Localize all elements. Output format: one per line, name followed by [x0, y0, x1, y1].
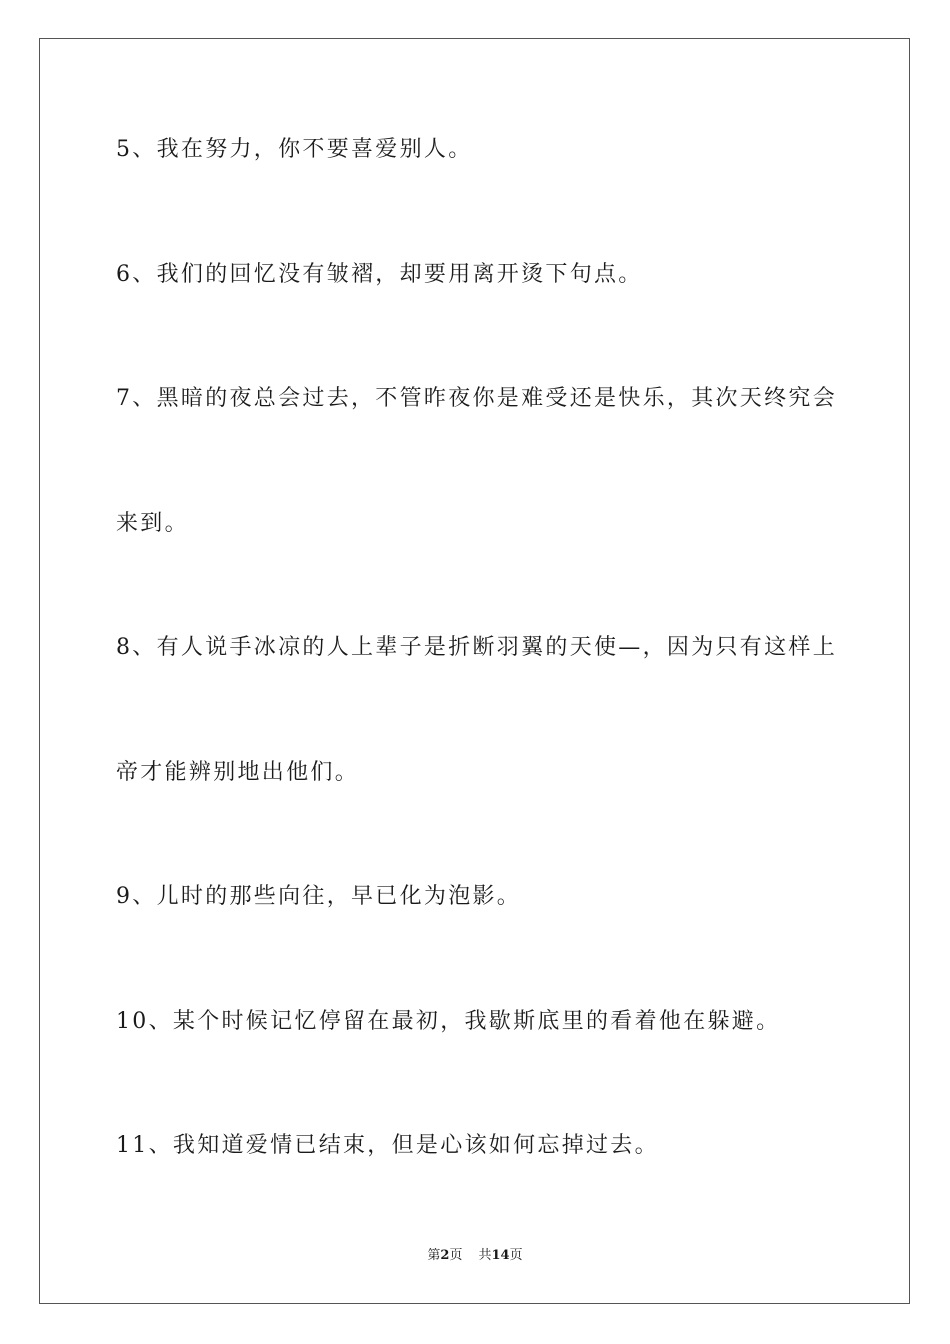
text-line-10: 10、某个时候记忆停留在最初，我歇斯底里的看着他在躲避。: [116, 1009, 781, 1034]
page-number: 2: [440, 1248, 450, 1263]
text-line-7-continued: 来到。: [116, 511, 189, 536]
text-line-8: 8、有人说手冰凉的人上辈子是折断羽翼的天使—，因为只有这样上: [116, 635, 837, 660]
text-line-5: 5、我在努力，你不要喜爱别人。: [116, 137, 473, 162]
page-suffix: 页: [449, 1248, 463, 1263]
text-line-11: 11、我知道爱情已结束，但是心该如何忘掉过去。: [116, 1133, 659, 1158]
page-prefix: 第: [427, 1248, 441, 1263]
total-prefix: 共: [478, 1248, 492, 1263]
total-pages: 14: [491, 1248, 510, 1263]
page-footer: [0, 1248, 950, 1264]
text-line-7: 7、黑暗的夜总会过去，不管昨夜你是难受还是快乐，其次天终究会: [116, 386, 837, 411]
text-line-6: 6、我们的回忆没有皱褶，却要用离开烫下句点。: [116, 262, 643, 287]
text-line-9: 9、儿时的那些向往，早已化为泡影。: [116, 884, 522, 909]
text-line-8-continued: 帝才能辨别地出他们。: [116, 760, 360, 785]
total-suffix: 页: [509, 1248, 523, 1263]
page-border: [39, 38, 910, 1304]
